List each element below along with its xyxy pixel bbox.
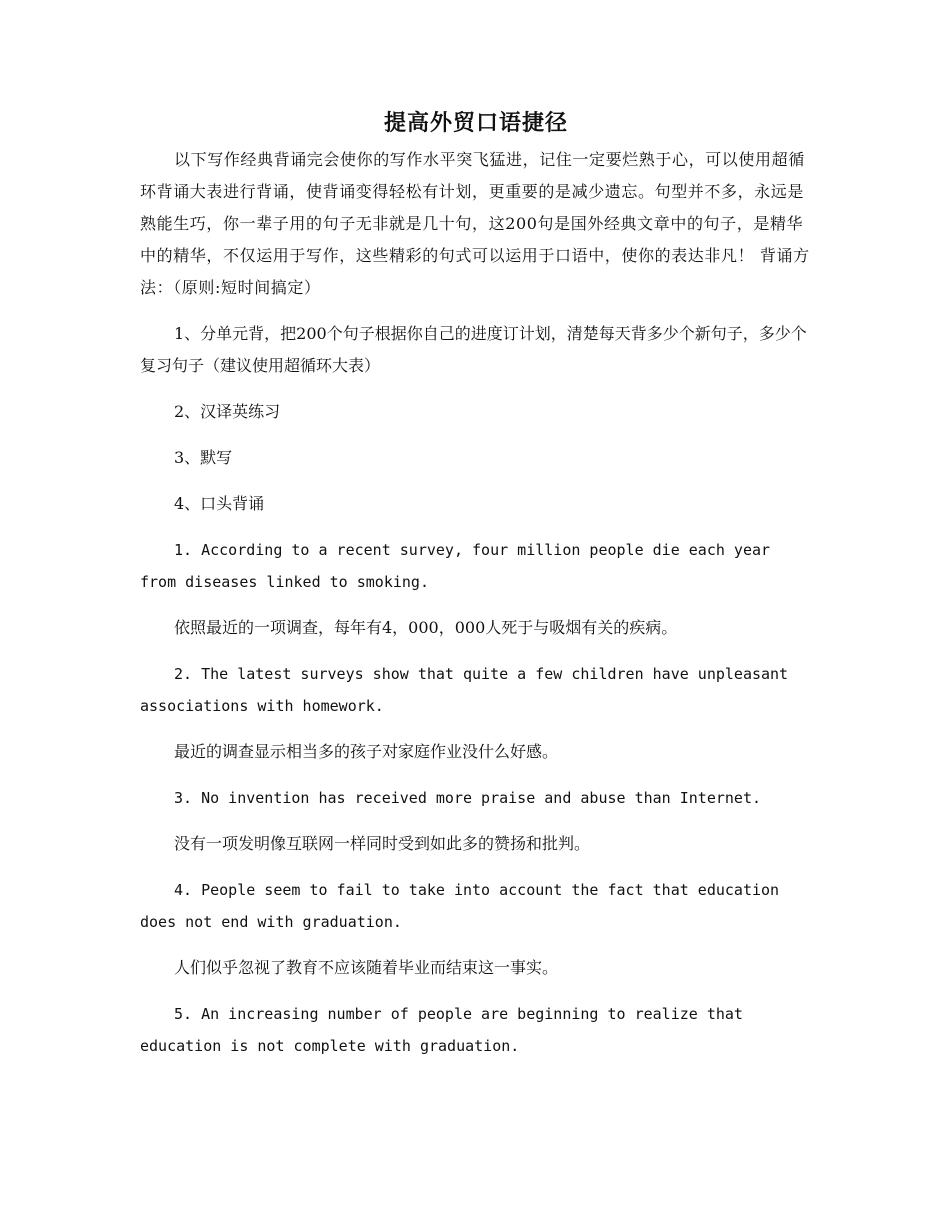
method-item-4: 4、口头背诵 [174, 494, 265, 513]
method-item-2: 2、汉译英练习 [174, 402, 281, 421]
sentence-3-english: 3. No invention has received more praise and abuse than Internet. [174, 789, 761, 807]
sentence-3-chinese: 没有一项发明像互联网一样同时受到如此多的赞扬和批判。 [174, 834, 591, 853]
sentence-5-english: 5. An increasing number of people are beginning to realize that education is not complete with graduation. [140, 1005, 743, 1055]
document-page [140, 108, 812, 1062]
method-item-1: 1、分单元背，把200个句子根据你自己的进度订计划，清楚每天背多少个新句子，多少个复习句子（建议使用超循环大表） [140, 324, 807, 375]
sentence-1-chinese: 依照最近的一项调查，每年有4，000，000人死于与吸烟有关的疾病。 [174, 618, 678, 637]
sentence-1-english: 1. According to a recent survey, four million people die each year from diseases linked to smoking. [140, 541, 771, 591]
document-title: 提高外贸口语捷径 [383, 110, 568, 136]
sentence-2-english: 2. The latest surveys show that quite a few children have unpleasant associations with homework. [140, 665, 789, 715]
intro-paragraph: 以下写作经典背诵完会使你的写作水平突飞猛进，记住一定要烂熟于心，可以使用超循环背诵大表进行背诵，使背诵变得轻松有计划，更重要的是减少遗忘。句型并不多，永远是熟能生巧，你一辈子用的句子无非就是几十句，这200句是国外经典文章中的句子，是精华中的精华，不仅运用于写作，这些精彩的句式可以运用于口语中，使你的表达非凡！ 背诵方法：（原则:短时间搞定） [140, 150, 810, 297]
sentence-4-chinese: 人们似乎忽视了教育不应该随着毕业而结束这一事实。 [174, 958, 559, 977]
sentence-2-chinese: 最近的调查显示相当多的孩子对家庭作业没什么好感。 [174, 742, 559, 761]
method-item-3: 3、默写 [174, 448, 233, 467]
sentence-4-english: 4. People seem to fail to take into account the fact that education does not end with graduation. [140, 881, 780, 931]
